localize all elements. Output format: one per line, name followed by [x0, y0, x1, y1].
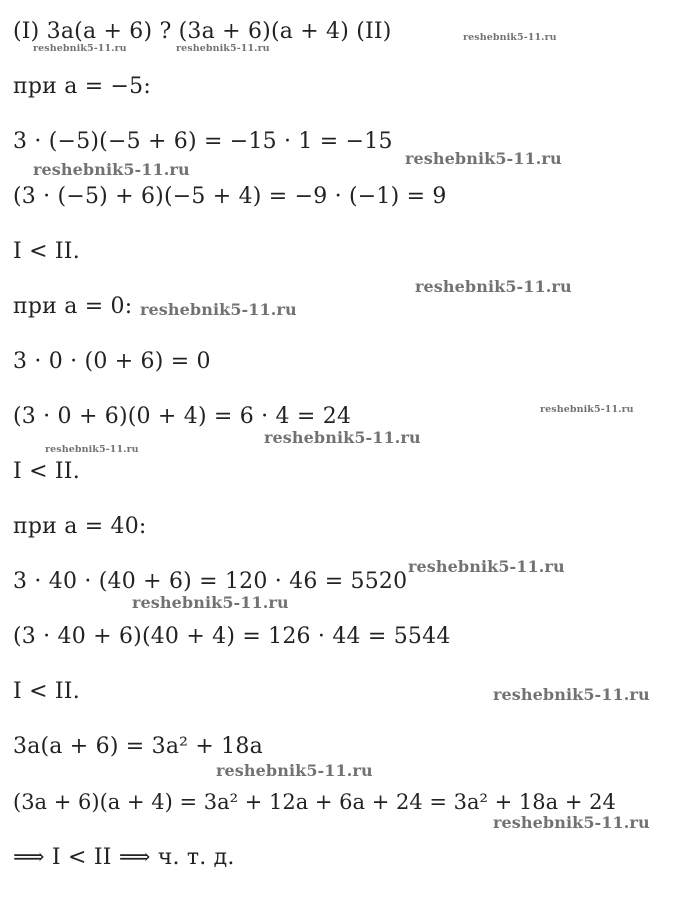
expr-ii-a-40: (3 · 40 + 6)(40 + 4) = 126 · 44 = 5544 — [13, 624, 451, 649]
case-heading-a-0: при a = 0: — [13, 294, 133, 319]
watermark: reshebnik5-11.ru — [216, 761, 373, 780]
watermark: reshebnik5-11.ru — [493, 685, 650, 704]
watermark: reshebnik5-11.ru — [45, 444, 139, 455]
case-heading-a-minus-5: при a = −5: — [13, 74, 151, 99]
result-a-0: I < II. — [13, 459, 80, 484]
case-heading-a-40: при a = 40: — [13, 514, 147, 539]
expr-i-a-40: 3 · 40 · (40 + 6) = 120 · 46 = 5520 — [13, 569, 408, 594]
watermark: reshebnik5-11.ru — [132, 593, 289, 612]
watermark: reshebnik5-11.ru — [540, 404, 634, 415]
expr-i-a-minus-5: 3 · (−5)(−5 + 6) = −15 · 1 = −15 — [13, 129, 393, 154]
watermark: reshebnik5-11.ru — [33, 43, 127, 54]
watermark: reshebnik5-11.ru — [463, 32, 557, 43]
watermark: reshebnik5-11.ru — [405, 149, 562, 168]
comparison-heading: (I) 3a(a + 6) ? (3a + 6)(a + 4) (II) — [13, 19, 392, 44]
watermark: reshebnik5-11.ru — [415, 277, 572, 296]
watermark: reshebnik5-11.ru — [176, 43, 270, 54]
expr-ii-a-minus-5: (3 · (−5) + 6)(−5 + 4) = −9 · (−1) = 9 — [13, 184, 447, 209]
result-a-minus-5: I < II. — [13, 239, 80, 264]
expansion-ii: (3a + 6)(a + 4) = 3a² + 12a + 6a + 24 = 3a² + 18a + 24 — [13, 790, 616, 814]
watermark: reshebnik5-11.ru — [264, 428, 421, 447]
result-a-40: I < II. — [13, 679, 80, 704]
watermark: reshebnik5-11.ru — [33, 160, 190, 179]
watermark: reshebnik5-11.ru — [408, 557, 565, 576]
expr-i-a-0: 3 · 0 · (0 + 6) = 0 — [13, 349, 211, 374]
expr-ii-a-0: (3 · 0 + 6)(0 + 4) = 6 · 4 = 24 — [13, 404, 352, 429]
conclusion: ⟹ I < II ⟹ ч. т. д. — [13, 845, 235, 870]
watermark: reshebnik5-11.ru — [493, 813, 650, 832]
expansion-i: 3a(a + 6) = 3a² + 18a — [13, 734, 263, 759]
watermark: reshebnik5-11.ru — [140, 300, 297, 319]
